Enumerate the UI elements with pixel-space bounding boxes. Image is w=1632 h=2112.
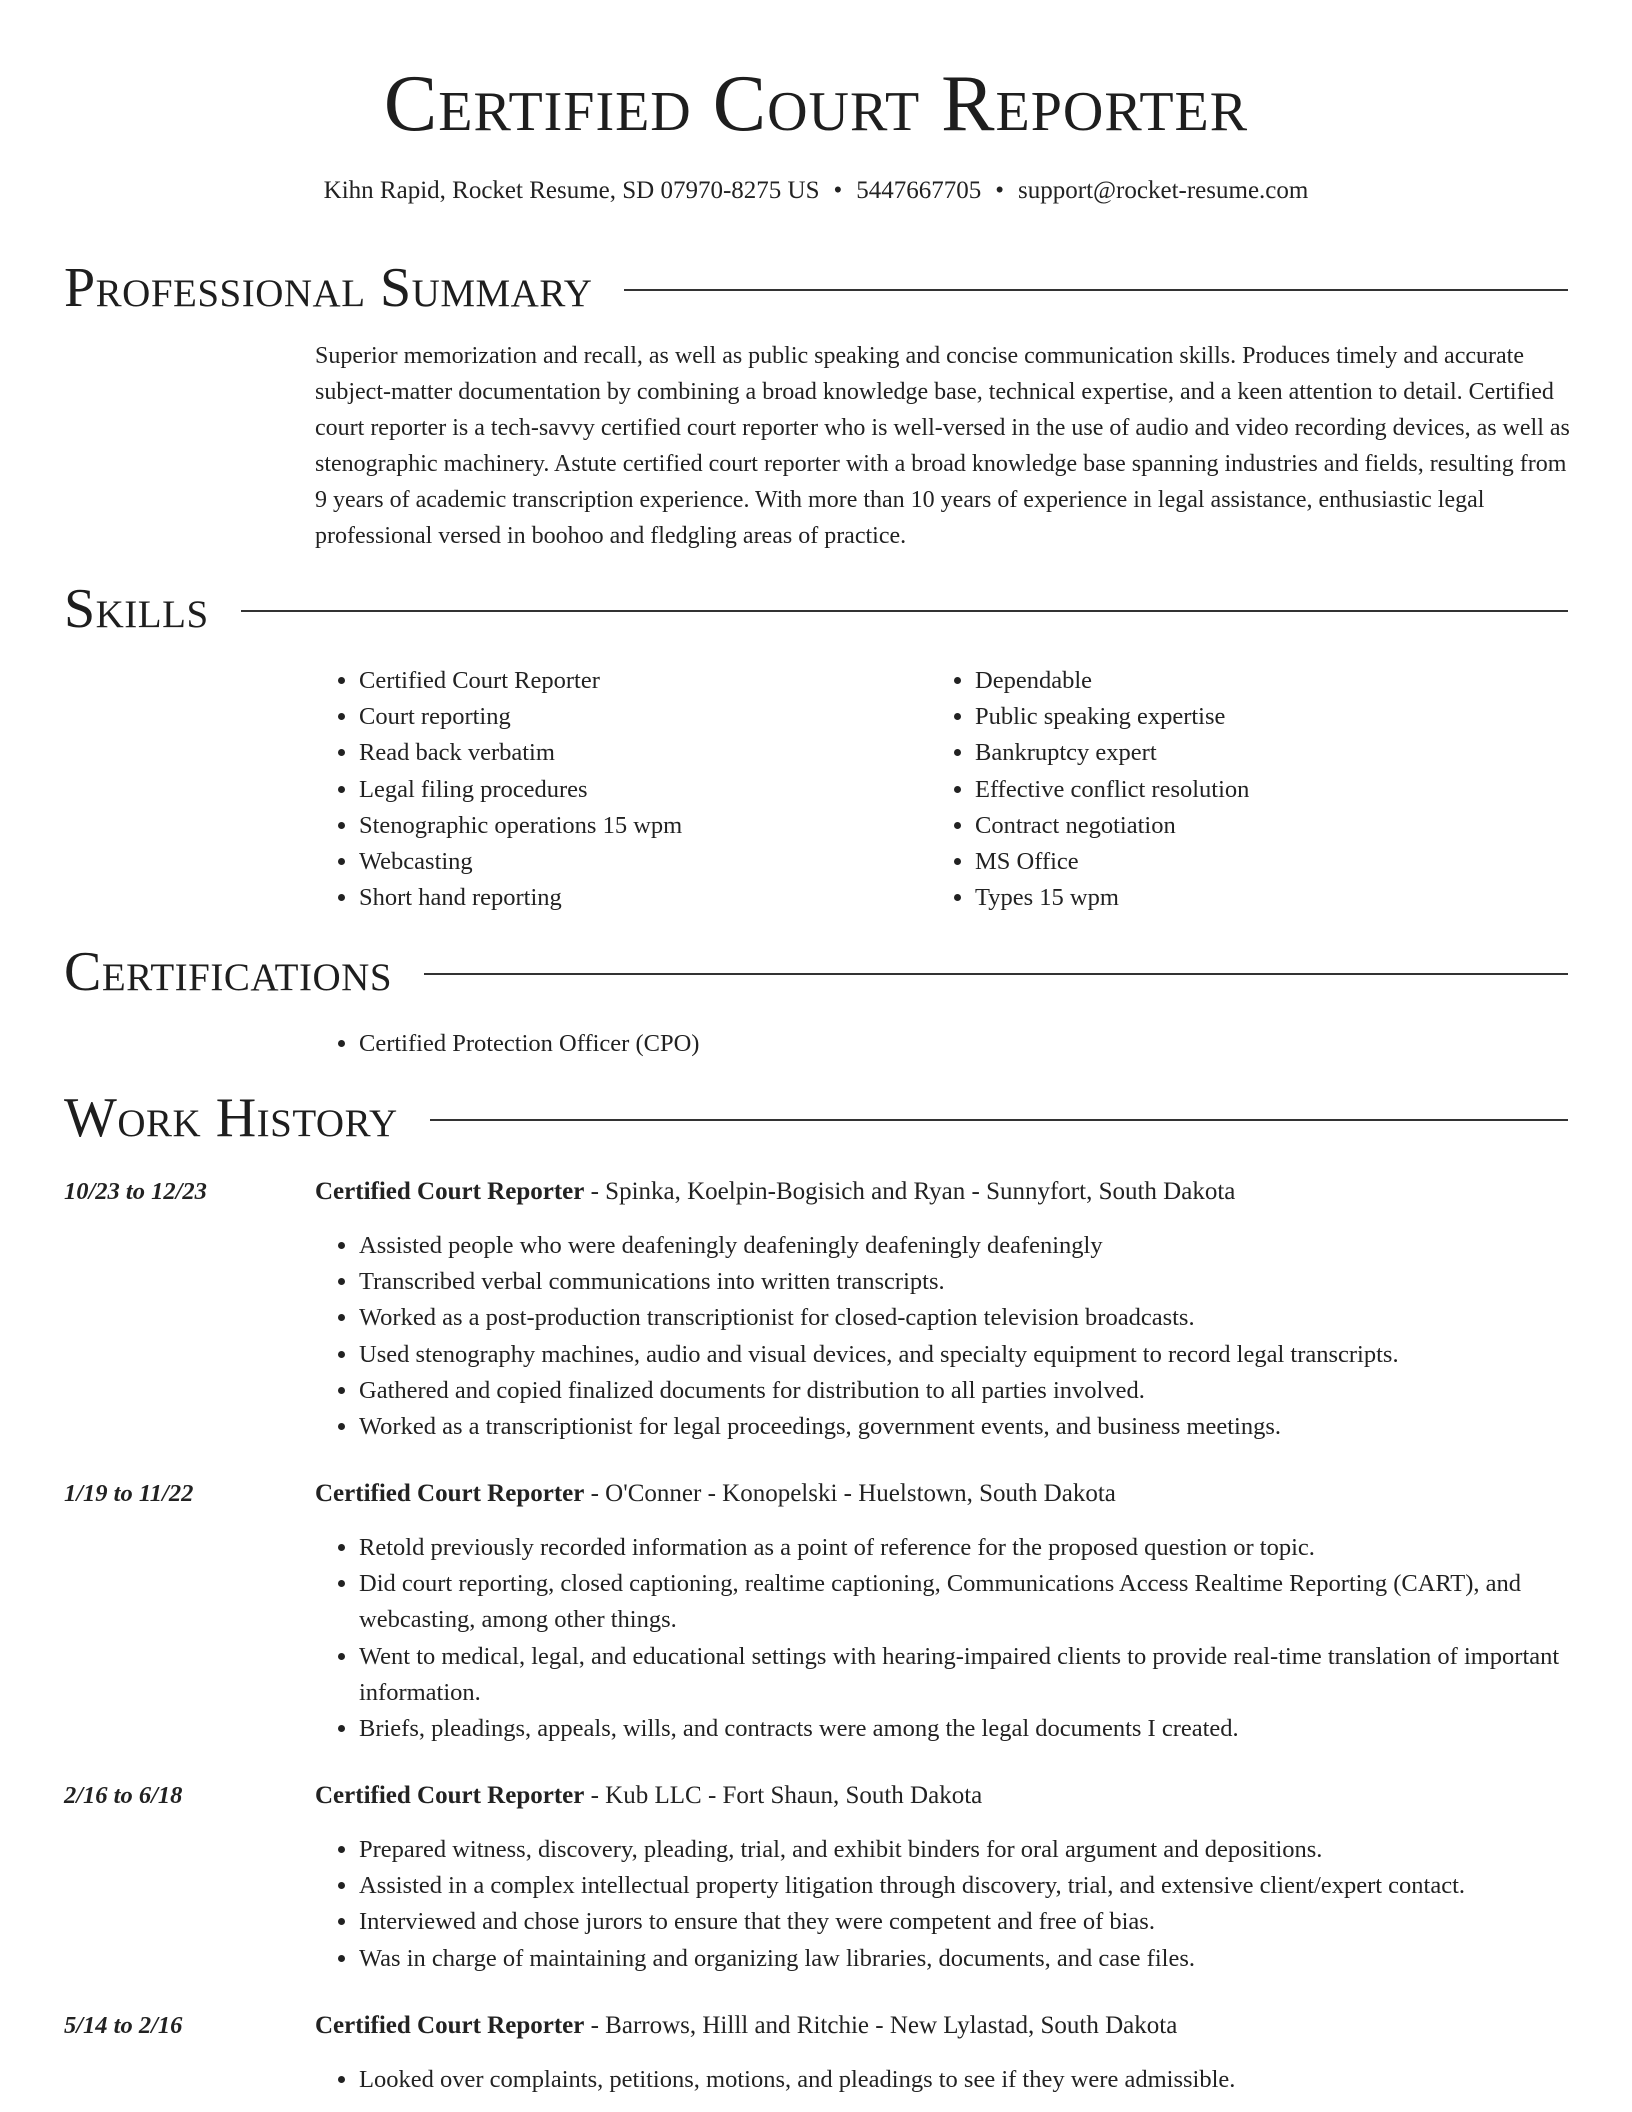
job-title: Certified Court Reporter — [315, 2012, 585, 2039]
duties-list — [315, 1228, 1570, 1445]
skill-item: • Public speaking expertise — [975, 699, 1551, 735]
job-title: Certified Court Reporter — [315, 1178, 585, 1205]
duty-item: • Worked as a transcriptionist for legal proceedings, government events, and business meetings. — [359, 1409, 1570, 1445]
skill-item: • MS Office — [975, 844, 1551, 880]
contact-address: Kihn Rapid, Rocket Resume, SD 07970-8275 US — [323, 177, 820, 204]
skill-item: • Types 15 wpm — [975, 880, 1551, 916]
skills-column-right — [931, 663, 1551, 916]
job-employer: - Barrows, Hilll and Ritchie - New Lylastad, South Dakota — [584, 2012, 1178, 2039]
job-title-line — [315, 1476, 1570, 1512]
section-divider — [241, 610, 1568, 612]
skills-column-left — [315, 663, 915, 916]
skill-item: • Short hand reporting — [359, 880, 915, 916]
section-header-work-history — [64, 1086, 1568, 1150]
duty-item: • Retold previously recorded information as a point of reference for the proposed question or topic. — [359, 1530, 1570, 1566]
skill-item: • Court reporting — [359, 699, 915, 735]
job-title-line — [315, 1174, 1570, 1210]
duty-item: • Briefs, pleadings, appeals, wills, and contracts were among the legal documents I created. — [359, 1711, 1570, 1747]
certification-item: • Certified Protection Officer (CPO) — [359, 1026, 1570, 1062]
section-title-summary: Professional Summary — [64, 257, 593, 319]
skills-list-left — [315, 663, 915, 916]
section-divider — [430, 1119, 1568, 1121]
skill-item: • Legal filing procedures — [359, 772, 915, 808]
job-employer: - O'Conner - Konopelski - Huelstown, South Dakota — [584, 1480, 1116, 1507]
section-title-certifications: Certifications — [64, 941, 393, 1003]
duty-item: • Gathered and copied finalized documents for distribution to all parties involved. — [359, 1373, 1570, 1409]
duties-list — [315, 1530, 1570, 1747]
skills-list-right — [931, 663, 1551, 916]
resume-name: Certified Court Reporter — [383, 60, 1249, 148]
job-dates: 2/16 to 6/18 — [64, 1782, 183, 1809]
job-dates: 10/23 to 12/23 — [64, 1178, 207, 1205]
contact-line — [0, 174, 1632, 208]
duty-item: • Prepared witness, discovery, pleading, trial, and exhibit binders for oral argument and depositions. — [359, 1832, 1570, 1868]
skill-item: • Certified Court Reporter — [359, 663, 915, 699]
duty-item: • Went to medical, legal, and educational settings with hearing-impaired clients to provide real-time translation of important information. — [359, 1639, 1570, 1711]
job-duties — [315, 1832, 1570, 1977]
section-header-summary — [64, 256, 1568, 320]
duties-list — [315, 1832, 1570, 1977]
job-employer: - Kub LLC - Fort Shaun, South Dakota — [584, 1782, 983, 1809]
summary-text: Superior memorization and recall, as well as public speaking and concise communication skills. Produces timely and accurate subject-matter documentation by combining a broad knowledge base, technical expertise, and a keen attention to detail. Certified court reporter is a tech-savvy certified court reporter who is well-versed in the use of audio and video recording devices, as well as stenographic machinery. Astute certified court reporter with a broad knowledge base spanning industries and fields, resulting from 9 years of academic transcription experience. With more than 10 years of experience in legal assistance, enthusiastic legal professional versed in boohoo and fledgling areas of practice. — [315, 343, 1570, 549]
skill-item: • Webcasting — [359, 844, 915, 880]
section-header-skills — [64, 577, 1568, 641]
duty-item: • Worked as a post-production transcriptionist for closed-caption television broadcasts. — [359, 1300, 1570, 1336]
duty-item: • Transcribed verbal communications into written transcripts. — [359, 1264, 1570, 1300]
contact-separator: • — [833, 177, 843, 204]
section-divider — [624, 289, 1568, 291]
certifications-list — [315, 1026, 1570, 1062]
job-dates: 1/19 to 11/22 — [64, 1480, 194, 1507]
job-duties — [315, 1228, 1570, 1445]
job-title-line — [315, 2008, 1570, 2044]
skill-item: • Bankruptcy expert — [975, 735, 1551, 771]
skill-item: • Stenographic operations 15 wpm — [359, 808, 915, 844]
duty-item: • Assisted people who were deafeningly deafeningly deafeningly deafeningly — [359, 1228, 1570, 1264]
duty-item: • Assisted in a complex intellectual property litigation through discovery, trial, and extensive client/expert contact. — [359, 1868, 1570, 1904]
contact-email: support@rocket-resume.com — [1018, 177, 1309, 204]
duty-item: • Interviewed and chose jurors to ensure that they were competent and free of bias. — [359, 1904, 1570, 1940]
skill-item: • Dependable — [975, 663, 1551, 699]
skill-item: • Read back verbatim — [359, 735, 915, 771]
section-title-work-history: Work History — [64, 1087, 398, 1149]
job-duties — [315, 1530, 1570, 1747]
duty-item: • Did court reporting, closed captioning, realtime captioning, Communications Access Realtime Reporting (CART), and webcasting, among other things. — [359, 1566, 1570, 1638]
job-duties — [315, 2062, 1570, 2098]
duty-item: • Looked over complaints, petitions, motions, and pleadings to see if they were admissible. — [359, 2062, 1570, 2098]
contact-phone: 5447667705 — [856, 177, 982, 204]
job-title-line — [315, 1778, 1570, 1814]
section-title-skills: Skills — [64, 578, 209, 640]
duty-item: • Used stenography machines, audio and visual devices, and specialty equipment to record legal transcripts. — [359, 1337, 1570, 1373]
job-dates: 5/14 to 2/16 — [64, 2012, 183, 2039]
job-employer: - Spinka, Koelpin-Bogisich and Ryan - Sunnyfort, South Dakota — [584, 1178, 1236, 1205]
duty-item: • Was in charge of maintaining and organizing law libraries, documents, and case files. — [359, 1941, 1570, 1977]
job-title: Certified Court Reporter — [315, 1782, 585, 1809]
section-divider — [424, 973, 1568, 975]
skill-item: • Effective conflict resolution — [975, 772, 1551, 808]
duties-list — [315, 2062, 1570, 2098]
section-header-certifications — [64, 940, 1568, 1004]
contact-separator: • — [995, 177, 1005, 204]
job-title: Certified Court Reporter — [315, 1480, 585, 1507]
skill-item: • Contract negotiation — [975, 808, 1551, 844]
certifications-bullets — [315, 1026, 1570, 1062]
